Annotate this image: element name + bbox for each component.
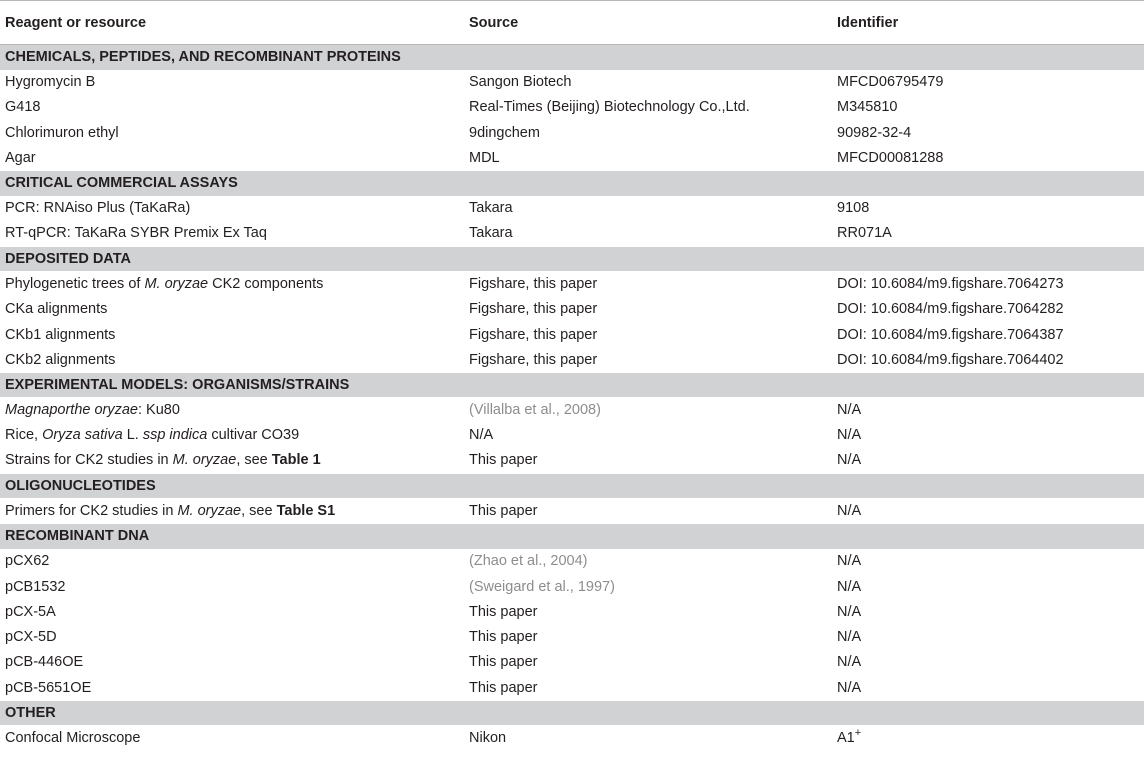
cell-identifier: N/A <box>837 629 862 646</box>
cell-source: Figshare, this paper <box>469 351 598 368</box>
section-header <box>0 473 1144 498</box>
cell-identifier: N/A <box>837 679 862 696</box>
section-header <box>0 171 1144 196</box>
cell-identifier: N/A <box>837 553 862 570</box>
cell-reagent: Chlorimuron ethyl <box>5 124 119 141</box>
section-title: OTHER <box>0 700 1144 725</box>
cell-reagent: Phylogenetic trees of M. oryzae CK2 components <box>5 275 324 292</box>
table-row <box>0 448 1144 473</box>
table-row <box>0 549 1144 574</box>
cell-identifier: N/A <box>837 654 862 671</box>
section-header <box>0 700 1144 725</box>
section-title: EXPERIMENTAL MODELS: ORGANISMS/STRAINS <box>0 372 1144 397</box>
cell-identifier: DOI: 10.6084/m9.figshare.7064282 <box>837 301 1064 318</box>
cell-source: This paper <box>469 603 538 620</box>
citation-link[interactable]: Villalba et al., 2008 <box>473 402 597 419</box>
cell-reagent: CKb2 alignments <box>5 351 116 368</box>
cell-source: Figshare, this paper <box>469 275 598 292</box>
cell-identifier: M345810 <box>837 99 898 116</box>
cell-identifier: N/A <box>837 402 862 419</box>
cell-source: This paper <box>469 502 538 519</box>
cell-identifier: DOI: 10.6084/m9.figshare.7064273 <box>837 275 1064 292</box>
section-header <box>0 372 1144 397</box>
cell-reagent: pCB-446OE <box>5 654 84 671</box>
cell-reagent: pCX62 <box>5 553 50 570</box>
section-header <box>0 45 1144 70</box>
cell-source: Figshare, this paper <box>469 326 598 343</box>
cell-reagent: G418 <box>5 99 41 116</box>
table-row <box>0 347 1144 372</box>
cell-source: This paper <box>469 452 538 469</box>
cell-reagent: CKb1 alignments <box>5 326 116 343</box>
table-row <box>0 397 1144 422</box>
cell-reagent: CKa alignments <box>5 301 108 318</box>
cell-source: This paper <box>469 679 538 696</box>
cell-source: Sangon Biotech <box>469 74 572 91</box>
table-row <box>0 574 1144 599</box>
cell-identifier: N/A <box>837 452 862 469</box>
cell-reagent: Primers for CK2 studies in M. oryzae, see Table S1 <box>5 502 336 519</box>
cell-identifier: RR071A <box>837 225 892 242</box>
table-row <box>0 297 1144 322</box>
cell-reagent: pCX-5A <box>5 603 56 620</box>
table-row <box>0 322 1144 347</box>
section-title: OLIGONUCLEOTIDES <box>0 473 1144 498</box>
section-title: CRITICAL COMMERCIAL ASSAYS <box>0 171 1144 196</box>
table-row <box>0 675 1144 700</box>
cell-source: Takara <box>469 225 513 242</box>
table-row <box>0 120 1144 145</box>
cell-reagent: Hygromycin B <box>5 74 96 91</box>
cell-identifier: N/A <box>837 603 862 620</box>
table-header-row <box>0 1 1144 45</box>
table-row <box>0 196 1144 221</box>
header-source: Source <box>464 1 832 45</box>
table-row <box>0 423 1144 448</box>
table-row <box>0 625 1144 650</box>
table-row <box>0 271 1144 296</box>
cell-source: This paper <box>469 654 538 671</box>
cell-reagent: Strains for CK2 studies in M. oryzae, see Table 1 <box>5 452 321 469</box>
cell-source: Real-Times (Beijing) Biotechnology Co.,Ltd. <box>469 99 750 116</box>
header-reagent: Reagent or resource <box>0 1 464 45</box>
section-title: CHEMICALS, PEPTIDES, AND RECOMBINANT PROTEINS <box>0 45 1144 70</box>
table-reference-link[interactable]: Table 1 <box>271 452 321 469</box>
citation-link[interactable]: Zhao et al., 2004 <box>473 553 583 570</box>
cell-reagent: RT-qPCR: TaKaRa SYBR Premix Ex Taq <box>5 225 267 242</box>
cell-source: Figshare, this paper <box>469 301 598 318</box>
cell-reagent: PCR: RNAiso Plus (TaKaRa) <box>5 200 191 217</box>
table-reference-link[interactable]: Table S1 <box>276 502 336 519</box>
cell-identifier: DOI: 10.6084/m9.figshare.7064387 <box>837 326 1064 343</box>
cell-reagent: Confocal Microscope <box>5 730 141 747</box>
section-title: RECOMBINANT DNA <box>0 524 1144 549</box>
cell-reagent: pCX-5D <box>5 629 57 646</box>
table-row <box>0 599 1144 624</box>
cell-source: This paper <box>469 629 538 646</box>
cell-source: MDL <box>469 149 500 166</box>
cell-identifier: N/A <box>837 578 862 595</box>
cell-reagent: Magnaporthe oryzae: Ku80 <box>5 402 180 419</box>
table-row <box>0 145 1144 170</box>
cell-reagent: Rice, Oryza sativa L. ssp indica cultivar CO39 <box>5 427 300 444</box>
cell-identifier: 90982-32-4 <box>837 124 912 141</box>
citation-link[interactable]: Sweigard et al., 1997 <box>473 578 611 595</box>
cell-identifier: 9108 <box>837 200 870 217</box>
cell-source: 9dingchem <box>469 124 540 141</box>
cell-reagent: pCB-5651OE <box>5 679 92 696</box>
section-header <box>0 246 1144 271</box>
header-identifier: Identifier <box>832 1 1144 45</box>
cell-identifier: N/A <box>837 502 862 519</box>
cell-reagent: Agar <box>5 149 36 166</box>
cell-identifier: N/A <box>837 427 862 444</box>
table-row <box>0 70 1144 95</box>
section-header <box>0 524 1144 549</box>
table-row <box>0 650 1144 675</box>
cell-source: (Zhao et al., 2004) <box>469 553 588 570</box>
section-title: DEPOSITED DATA <box>0 246 1144 271</box>
cell-source: Takara <box>469 200 513 217</box>
cell-reagent: pCB1532 <box>5 578 66 595</box>
cell-source: Nikon <box>469 730 507 747</box>
table-row <box>0 221 1144 246</box>
table-row <box>0 725 1144 750</box>
cell-source: (Sweigard et al., 1997) <box>469 578 615 595</box>
cell-identifier: DOI: 10.6084/m9.figshare.7064402 <box>837 351 1064 368</box>
cell-identifier: A1+ <box>837 727 862 747</box>
table-row <box>0 95 1144 120</box>
cell-identifier: MFCD00081288 <box>837 149 944 166</box>
cell-source: (Villalba et al., 2008) <box>469 402 601 419</box>
cell-identifier: MFCD06795479 <box>837 74 944 91</box>
table-row <box>0 498 1144 523</box>
cell-source: N/A <box>469 427 494 444</box>
